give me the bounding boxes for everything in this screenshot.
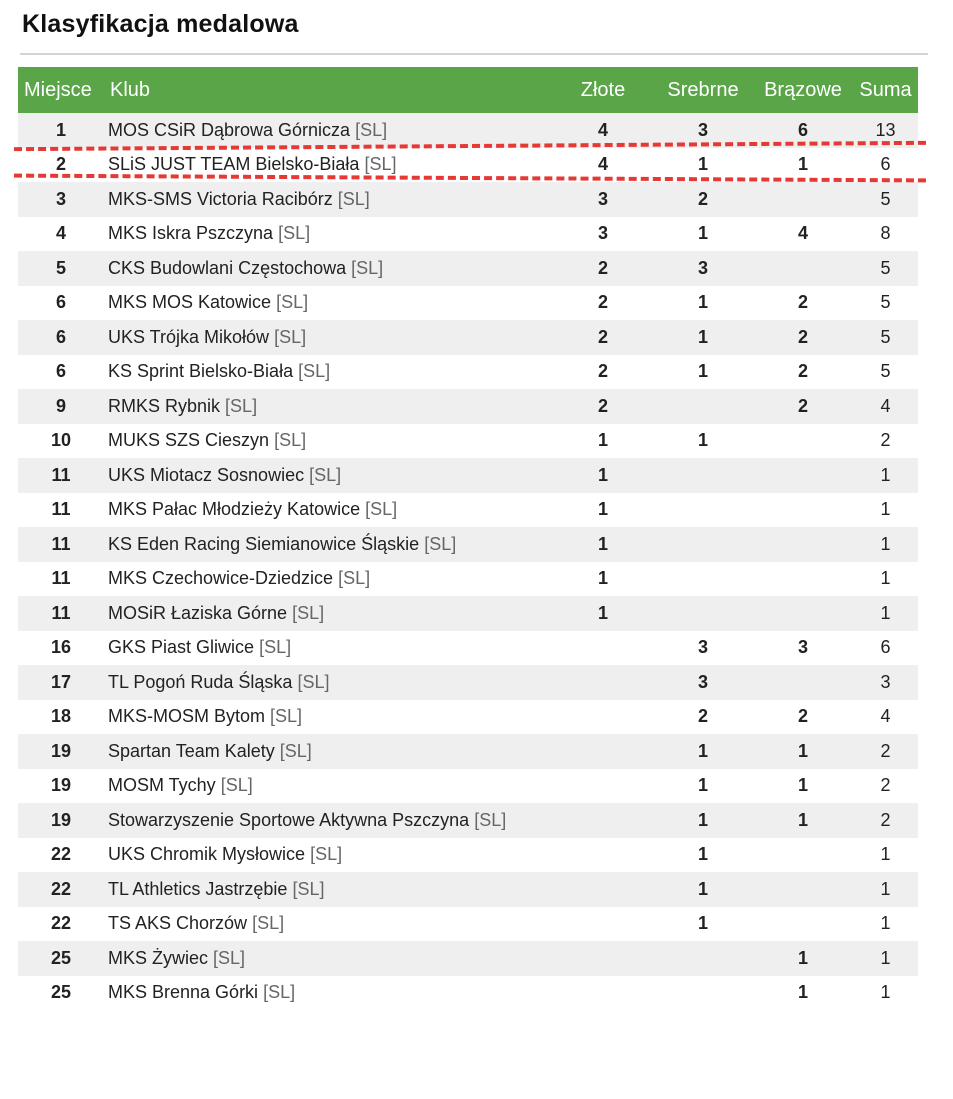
row-bronze <box>753 596 853 631</box>
row-club <box>104 734 553 769</box>
row-bronze <box>753 907 853 942</box>
row-bronze: 2 <box>797 361 808 382</box>
table-row <box>18 803 918 838</box>
club-name: MUKS SZS Cieszyn <box>108 430 270 451</box>
row-gold <box>553 803 653 838</box>
row-silver: 3 <box>697 671 708 692</box>
medal-table <box>18 67 918 1010</box>
club-name: KS Sprint Bielsko-Biała <box>108 361 294 382</box>
club-name: MOS CSiR Dąbrowa Górnicza <box>108 119 351 140</box>
row-silver: 1 <box>697 326 708 347</box>
row-place: 11 <box>51 464 71 485</box>
region-tag: [SL] <box>297 671 330 692</box>
row-bronze: 1 <box>797 809 808 830</box>
row-gold: 4 <box>597 154 608 175</box>
row-silver <box>653 493 753 528</box>
club-name: Stowarzyszenie Sportowe Aktywna Pszczyna <box>108 809 470 830</box>
region-tag: [SL] <box>309 464 342 485</box>
region-tag: [SL] <box>278 223 311 244</box>
row-gold: 2 <box>597 292 608 313</box>
header-row <box>18 67 918 113</box>
region-tag: [SL] <box>225 395 258 416</box>
row-place: 11 <box>51 533 71 554</box>
page-title: Klasyfikacja medalowa <box>22 10 299 38</box>
row-place: 22 <box>50 878 72 899</box>
row-bronze: 3 <box>797 637 808 658</box>
club-name: TS AKS Chorzów <box>108 913 248 934</box>
club-name: TL Athletics Jastrzębie <box>108 878 288 899</box>
row-club <box>104 217 553 252</box>
region-tag: [SL] <box>424 533 457 554</box>
row-club <box>104 113 553 148</box>
row-place: 11 <box>51 499 71 520</box>
row-gold <box>553 734 653 769</box>
row-sum: 4 <box>880 706 891 727</box>
row-club <box>104 976 553 1011</box>
row-silver <box>653 527 753 562</box>
row-sum: 1 <box>880 533 891 554</box>
row-silver: 1 <box>697 809 708 830</box>
row-sum: 1 <box>880 878 891 899</box>
row-gold: 3 <box>597 223 608 244</box>
row-sum: 6 <box>880 637 891 658</box>
region-tag: [SL] <box>292 602 325 623</box>
row-silver: 3 <box>697 637 708 658</box>
club-name: MKS-MOSM Bytom <box>108 706 266 727</box>
row-gold: 2 <box>597 361 608 382</box>
club-name: SLiS JUST TEAM Bielsko-Biała <box>108 154 360 175</box>
row-gold: 1 <box>597 464 608 485</box>
row-sum: 1 <box>880 844 891 865</box>
table-row <box>18 700 918 735</box>
row-silver: 1 <box>697 878 708 899</box>
club-name: UKS Trójka Mikołów <box>108 326 270 347</box>
region-tag: [SL] <box>220 775 253 796</box>
row-place: 19 <box>50 740 72 761</box>
row-gold <box>553 631 653 666</box>
row-bronze <box>753 838 853 873</box>
row-gold <box>553 665 653 700</box>
row-club <box>104 458 553 493</box>
row-bronze: 4 <box>797 223 808 244</box>
table-row <box>18 734 918 769</box>
region-tag: [SL] <box>270 706 303 727</box>
row-sum: 13 <box>875 119 896 140</box>
row-club <box>104 872 553 907</box>
row-place: 17 <box>50 671 72 692</box>
table-row <box>18 320 918 355</box>
row-sum: 5 <box>880 361 891 382</box>
region-tag: [SL] <box>263 982 296 1003</box>
row-gold: 1 <box>597 602 608 623</box>
row-silver: 3 <box>697 119 708 140</box>
row-bronze: 1 <box>797 947 808 968</box>
region-tag: [SL] <box>276 292 309 313</box>
table-row <box>18 872 918 907</box>
row-place: 4 <box>55 223 66 244</box>
row-silver <box>653 976 753 1011</box>
row-gold: 1 <box>597 430 608 451</box>
region-tag: [SL] <box>298 361 331 382</box>
row-place: 5 <box>55 257 66 278</box>
club-name: MOSM Tychy <box>108 775 216 796</box>
region-tag: [SL] <box>292 878 325 899</box>
row-bronze <box>753 665 853 700</box>
row-place: 6 <box>55 292 66 313</box>
row-silver <box>653 458 753 493</box>
row-sum: 5 <box>880 188 891 209</box>
row-bronze: 1 <box>797 982 808 1003</box>
table-row <box>18 838 918 873</box>
table-row <box>18 631 918 666</box>
header-sum: Suma <box>859 78 912 101</box>
row-sum: 2 <box>880 809 891 830</box>
row-sum: 6 <box>880 154 891 175</box>
region-tag: [SL] <box>351 257 384 278</box>
row-gold <box>553 976 653 1011</box>
table-row <box>18 424 918 459</box>
row-bronze <box>753 424 853 459</box>
row-silver: 1 <box>697 223 708 244</box>
row-club <box>104 907 553 942</box>
row-club <box>104 769 553 804</box>
row-sum: 1 <box>880 568 891 589</box>
table-row <box>18 769 918 804</box>
table-row <box>18 493 918 528</box>
row-place: 6 <box>55 361 66 382</box>
row-sum: 3 <box>880 671 891 692</box>
row-bronze: 2 <box>797 292 808 313</box>
header-club: Klub <box>110 78 151 101</box>
row-club <box>104 527 553 562</box>
table-row <box>18 907 918 942</box>
row-silver <box>653 941 753 976</box>
row-place: 25 <box>50 947 72 968</box>
table-row <box>18 665 918 700</box>
row-place: 18 <box>50 706 72 727</box>
row-gold <box>553 769 653 804</box>
region-tag: [SL] <box>364 154 397 175</box>
row-place: 22 <box>50 913 72 934</box>
row-club <box>104 596 553 631</box>
row-place: 9 <box>55 395 66 416</box>
table-row <box>18 596 918 631</box>
row-silver: 1 <box>697 154 708 175</box>
row-bronze: 2 <box>797 706 808 727</box>
row-gold: 1 <box>597 533 608 554</box>
row-bronze <box>753 251 853 286</box>
table-row <box>18 182 918 217</box>
row-club <box>104 631 553 666</box>
table-row <box>18 527 918 562</box>
region-tag: [SL] <box>213 947 246 968</box>
row-sum: 8 <box>880 223 891 244</box>
row-gold: 2 <box>597 395 608 416</box>
row-club <box>104 355 553 390</box>
table-row <box>18 217 918 252</box>
row-gold: 1 <box>597 499 608 520</box>
row-bronze <box>753 458 853 493</box>
row-sum: 5 <box>880 326 891 347</box>
row-place: 19 <box>50 809 72 830</box>
title-divider <box>20 53 928 55</box>
row-club <box>104 389 553 424</box>
row-sum: 1 <box>880 982 891 1003</box>
row-place: 22 <box>50 844 72 865</box>
row-place: 1 <box>55 119 66 140</box>
row-place: 10 <box>50 430 72 451</box>
row-bronze <box>753 182 853 217</box>
row-bronze: 2 <box>797 395 808 416</box>
row-place: 11 <box>51 602 71 623</box>
region-tag: [SL] <box>252 913 285 934</box>
header-silver: Srebrne <box>667 78 739 101</box>
region-tag: [SL] <box>474 809 507 830</box>
row-club <box>104 424 553 459</box>
row-sum: 2 <box>880 740 891 761</box>
region-tag: [SL] <box>337 188 370 209</box>
table-row <box>18 976 918 1011</box>
club-name: Spartan Team Kalety <box>108 740 275 761</box>
row-bronze <box>753 493 853 528</box>
row-sum: 1 <box>880 602 891 623</box>
row-gold: 2 <box>597 326 608 347</box>
region-tag: [SL] <box>355 119 388 140</box>
row-gold <box>553 907 653 942</box>
region-tag: [SL] <box>259 637 292 658</box>
table-row <box>18 251 918 286</box>
row-sum: 1 <box>880 913 891 934</box>
row-bronze: 1 <box>797 740 808 761</box>
row-club <box>104 941 553 976</box>
region-tag: [SL] <box>310 844 343 865</box>
row-place: 6 <box>55 326 66 347</box>
row-club <box>104 182 553 217</box>
row-bronze <box>753 527 853 562</box>
row-silver: 1 <box>697 775 708 796</box>
row-bronze: 1 <box>797 775 808 796</box>
row-silver <box>653 389 753 424</box>
row-silver <box>653 596 753 631</box>
row-silver: 1 <box>697 913 708 934</box>
club-name: TL Pogoń Ruda Śląska <box>108 671 293 692</box>
club-name: UKS Miotacz Sosnowiec <box>108 464 305 485</box>
table-row <box>18 562 918 597</box>
row-silver: 1 <box>697 844 708 865</box>
row-silver <box>653 562 753 597</box>
club-name: RMKS Rybnik <box>108 395 221 416</box>
row-bronze: 2 <box>797 326 808 347</box>
row-gold: 3 <box>597 188 608 209</box>
row-gold <box>553 838 653 873</box>
row-bronze: 1 <box>797 154 808 175</box>
row-sum: 2 <box>880 775 891 796</box>
row-club <box>104 286 553 321</box>
row-gold: 4 <box>597 119 608 140</box>
table-row <box>18 286 918 321</box>
row-silver: 2 <box>697 706 708 727</box>
row-place: 2 <box>55 154 66 175</box>
club-name: UKS Chromik Mysłowice <box>108 844 306 865</box>
row-place: 11 <box>51 568 71 589</box>
row-gold <box>553 941 653 976</box>
header-bronze: Brązowe <box>764 78 842 101</box>
row-gold: 1 <box>597 568 608 589</box>
club-name: MKS MOS Katowice <box>108 292 272 313</box>
header-gold: Złote <box>580 78 626 101</box>
row-club <box>104 493 553 528</box>
row-silver: 1 <box>697 740 708 761</box>
row-gold <box>553 872 653 907</box>
row-place: 3 <box>55 188 66 209</box>
row-silver: 1 <box>697 361 708 382</box>
row-sum: 5 <box>880 292 891 313</box>
row-club <box>104 838 553 873</box>
row-place: 16 <box>50 637 72 658</box>
club-name: MKS Czechowice-Dziedzice <box>108 568 334 589</box>
row-bronze: 6 <box>797 119 808 140</box>
club-name: MKS Pałac Młodzieży Katowice <box>108 499 361 520</box>
row-place: 19 <box>50 775 72 796</box>
region-tag: [SL] <box>274 326 307 347</box>
row-sum: 4 <box>880 395 891 416</box>
region-tag: [SL] <box>365 499 398 520</box>
row-club <box>104 665 553 700</box>
club-name: CKS Budowlani Częstochowa <box>108 257 347 278</box>
club-name: MKS Iskra Pszczyna <box>108 223 274 244</box>
row-bronze <box>753 872 853 907</box>
region-tag: [SL] <box>274 430 307 451</box>
region-tag: [SL] <box>279 740 312 761</box>
club-name: MKS Żywiec <box>108 947 209 968</box>
region-tag: [SL] <box>338 568 371 589</box>
row-sum: 1 <box>880 947 891 968</box>
row-bronze <box>753 562 853 597</box>
row-sum: 1 <box>880 464 891 485</box>
row-sum: 2 <box>880 430 891 451</box>
table-row <box>18 389 918 424</box>
club-name: MKS Brenna Górki <box>108 982 259 1003</box>
club-name: GKS Piast Gliwice <box>108 637 255 658</box>
row-club <box>104 320 553 355</box>
row-gold: 2 <box>597 257 608 278</box>
table-row <box>18 941 918 976</box>
club-name: MKS-SMS Victoria Racibórz <box>108 188 333 209</box>
row-club <box>104 700 553 735</box>
row-place: 25 <box>50 982 72 1003</box>
club-name: MOSiR Łaziska Górne <box>108 602 288 623</box>
row-gold <box>553 700 653 735</box>
table-body <box>18 113 918 1010</box>
table-row <box>18 355 918 390</box>
row-club <box>104 562 553 597</box>
row-silver: 1 <box>697 292 708 313</box>
row-silver: 2 <box>697 188 708 209</box>
row-silver: 1 <box>697 430 708 451</box>
table-header <box>18 67 918 113</box>
row-sum: 5 <box>880 257 891 278</box>
club-name: KS Eden Racing Siemianowice Śląskie <box>108 533 420 554</box>
row-silver: 3 <box>697 257 708 278</box>
row-club <box>104 251 553 286</box>
header-place: Miejsce <box>24 78 92 101</box>
row-sum: 1 <box>880 499 891 520</box>
table-row <box>18 458 918 493</box>
row-club <box>104 803 553 838</box>
